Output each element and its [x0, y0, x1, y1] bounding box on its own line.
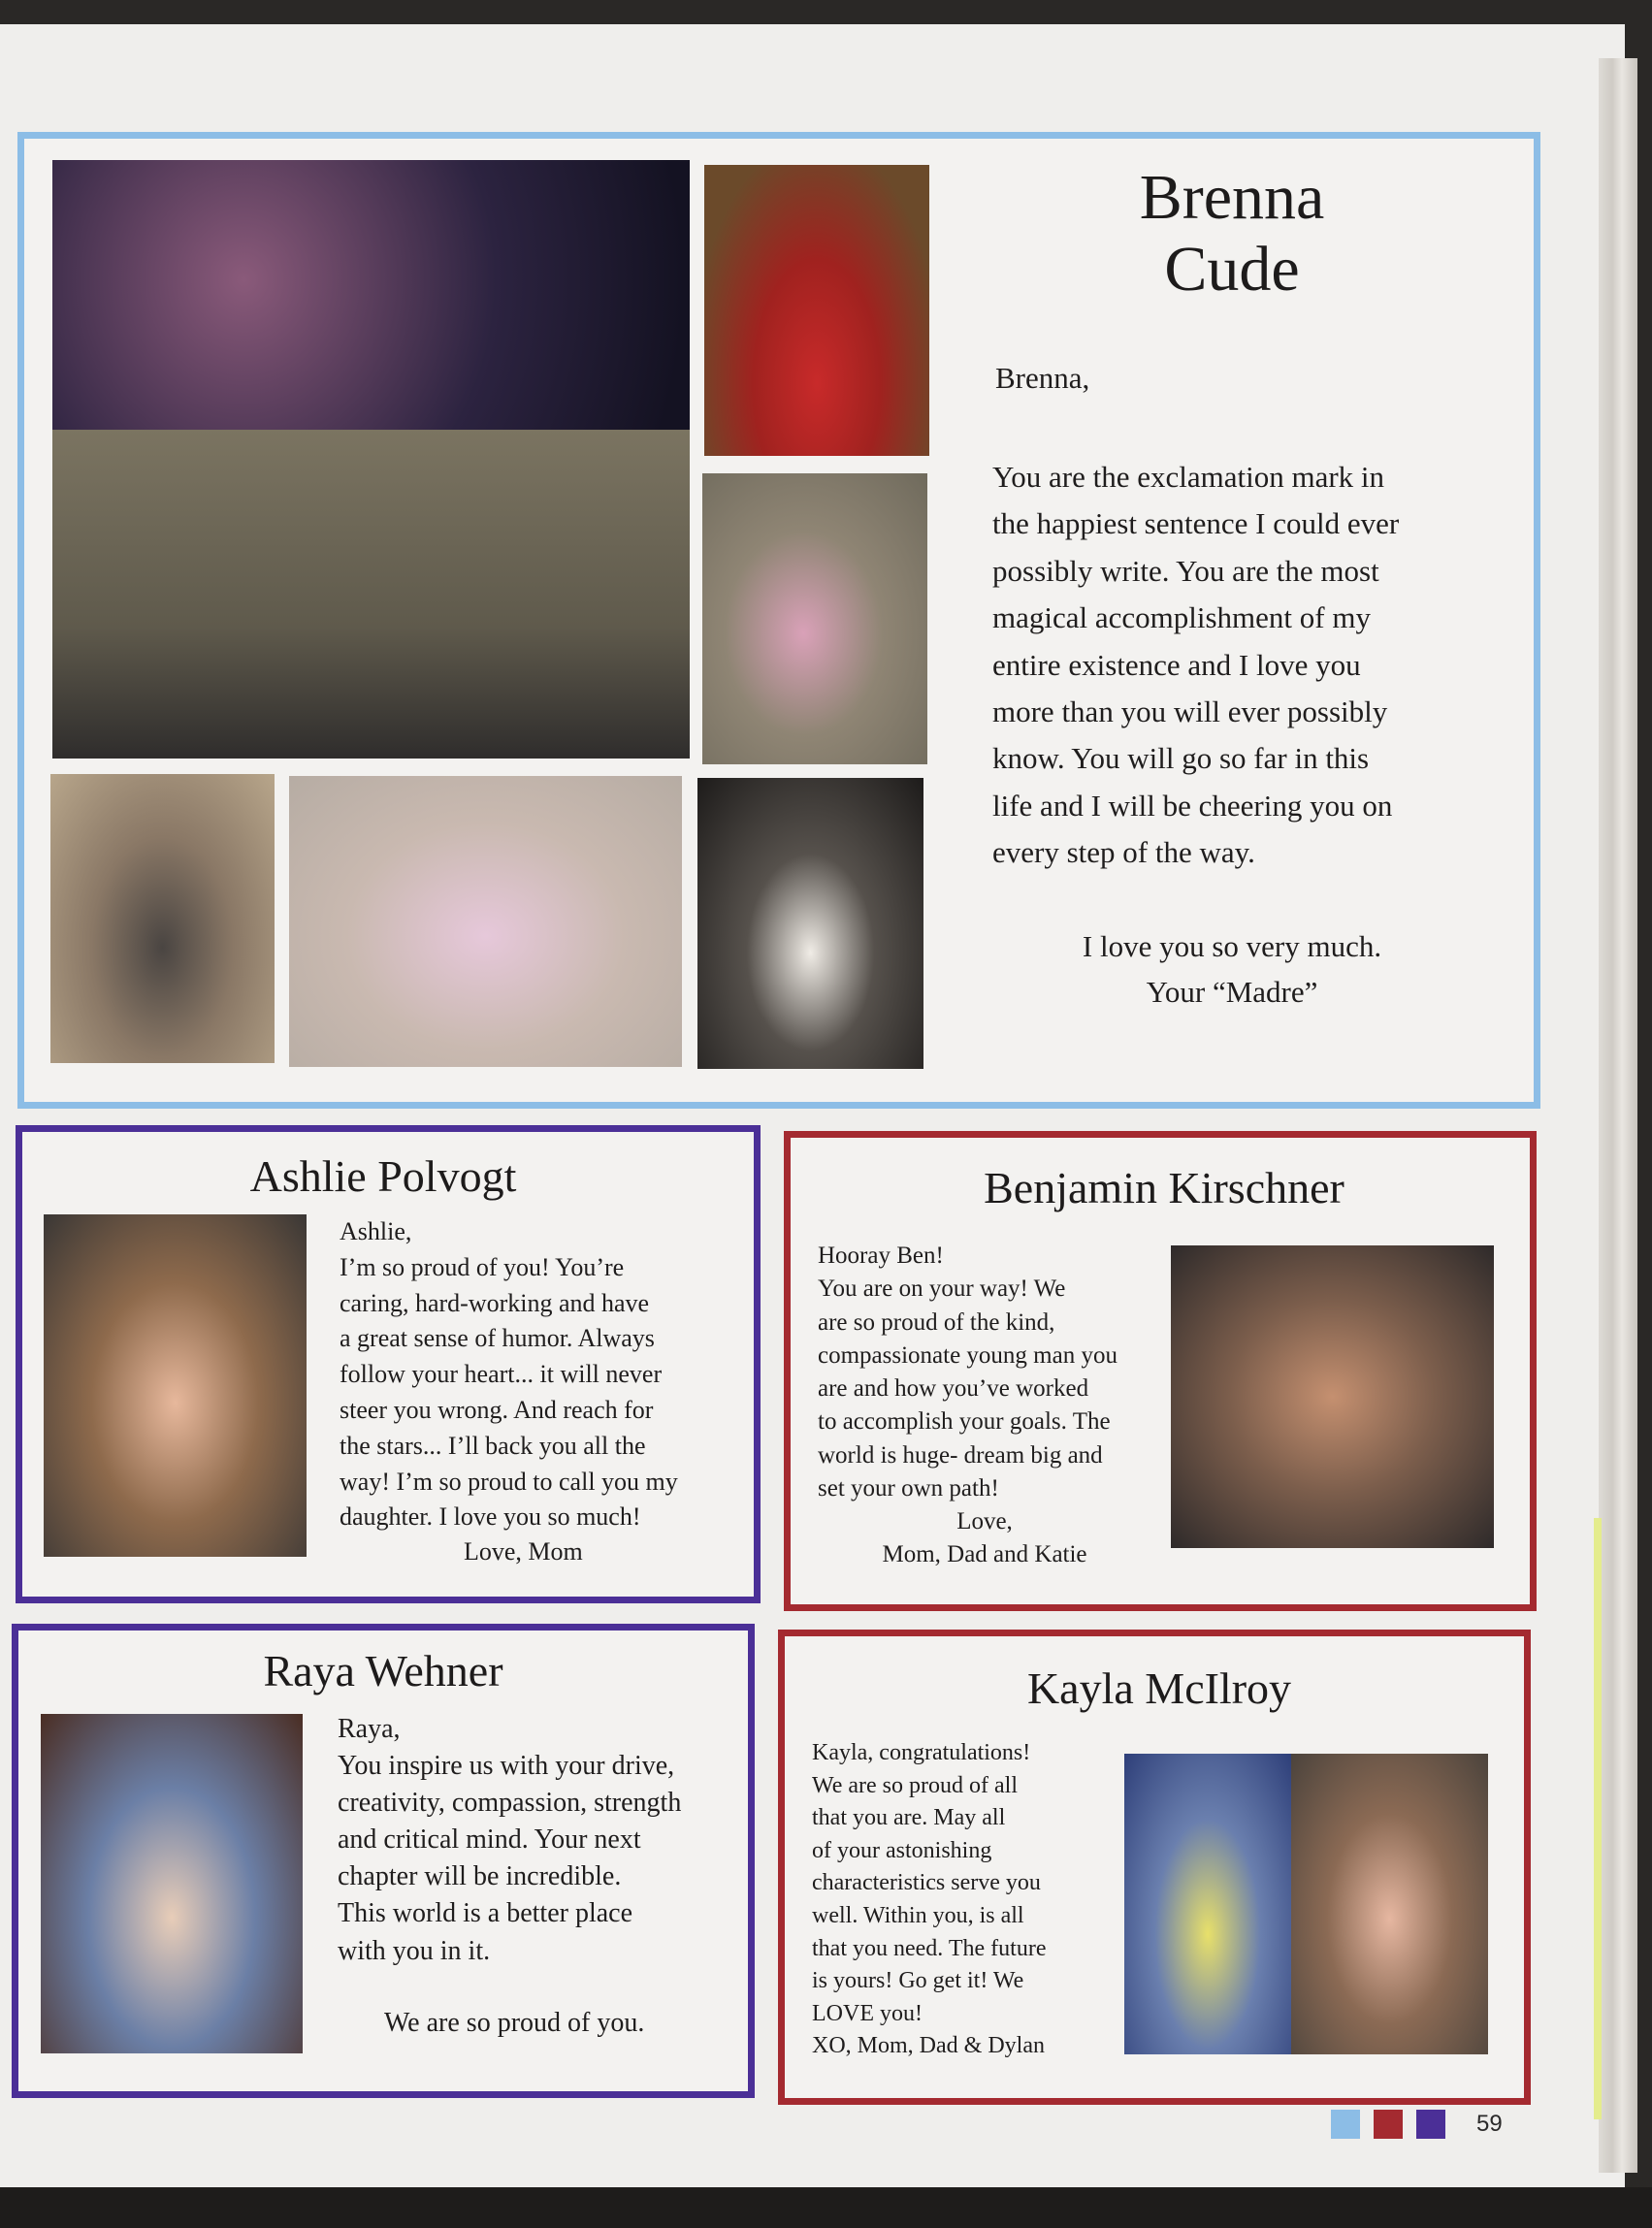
raya-name: Raya Wehner — [263, 1646, 503, 1695]
footer-square-purple — [1416, 2110, 1445, 2139]
photo-baby-sunglasses — [289, 776, 682, 1067]
photo-red-dress — [704, 165, 929, 456]
ashlie-name: Ashlie Polvogt — [249, 1151, 517, 1201]
footer-square-red — [1374, 2110, 1403, 2139]
photo-kayla-teen — [1291, 1754, 1488, 2054]
brenna-closing: I love you so very much. Your “Madre” — [1082, 929, 1382, 1009]
photo-fur-vest — [50, 774, 275, 1063]
photo-costume — [697, 778, 923, 1069]
scan-shadow — [0, 2187, 1652, 2228]
photo-kayla-young — [1124, 1754, 1291, 2054]
page-number: 59 — [1476, 2111, 1503, 2137]
photo-ashlie — [44, 1214, 307, 1557]
raya-message: Raya, You inspire us with your drive, creativity, compassion, strength and critical mind. Your next chapter will be incredible. This world is a better place with you in it. — [338, 1714, 682, 1966]
photo-city-rooftop — [52, 160, 690, 759]
ashlie-message: Ashlie, I’m so proud of you! You’re caring, hard-working and have a great sense of humor. Always follow your heart... it will never steer you wrong. And reach for the stars... I’ll back you all the way! I’m so proud to call you my daughter. I love you so much! — [340, 1217, 678, 1532]
benjamin-name: Benjamin Kirschner — [984, 1163, 1344, 1212]
brenna-message: You are the exclamation mark in the happiest sentence I could ever possibly write. You are the most magical accomplishment of my entire existence and I love you more than you will ever possibly know. You will go so far in this life and I will be cheering you on every step of the way. — [992, 460, 1400, 870]
photo-benjamin — [1171, 1245, 1494, 1548]
photo-pink-dress — [702, 473, 927, 764]
brenna-name-first: Brenna — [1139, 162, 1325, 233]
raya-closing: We are so proud of you. — [384, 2008, 645, 2038]
yellow-tab — [1594, 1518, 1602, 2119]
ashlie-closing: Love, Mom — [464, 1537, 583, 1566]
brenna-name-last: Cude — [1164, 234, 1300, 305]
page-edge — [1599, 58, 1637, 2173]
footer-square-blue — [1331, 2110, 1360, 2139]
benjamin-closing: Love, Mom, Dad and Katie — [882, 1508, 1087, 1567]
kayla-name: Kayla McIlroy — [1026, 1663, 1292, 1713]
photo-raya — [41, 1714, 303, 2053]
brenna-greeting: Brenna, — [995, 361, 1090, 395]
benjamin-message: Hooray Ben! You are on your way! We are so proud of the kind, compassionate young man you are and how you’ve worked to accomplish your goals. The world is huge- dream big and set your own path! — [818, 1243, 1118, 1502]
kayla-message: Kayla, congratulations! We are so proud of all that you are. May all of your astonishing characteristics serve you well. Within you, is all that you need. The future is yours! Go get it! We LOVE you! XO, Mom, Dad & Dylan — [812, 1740, 1047, 2059]
